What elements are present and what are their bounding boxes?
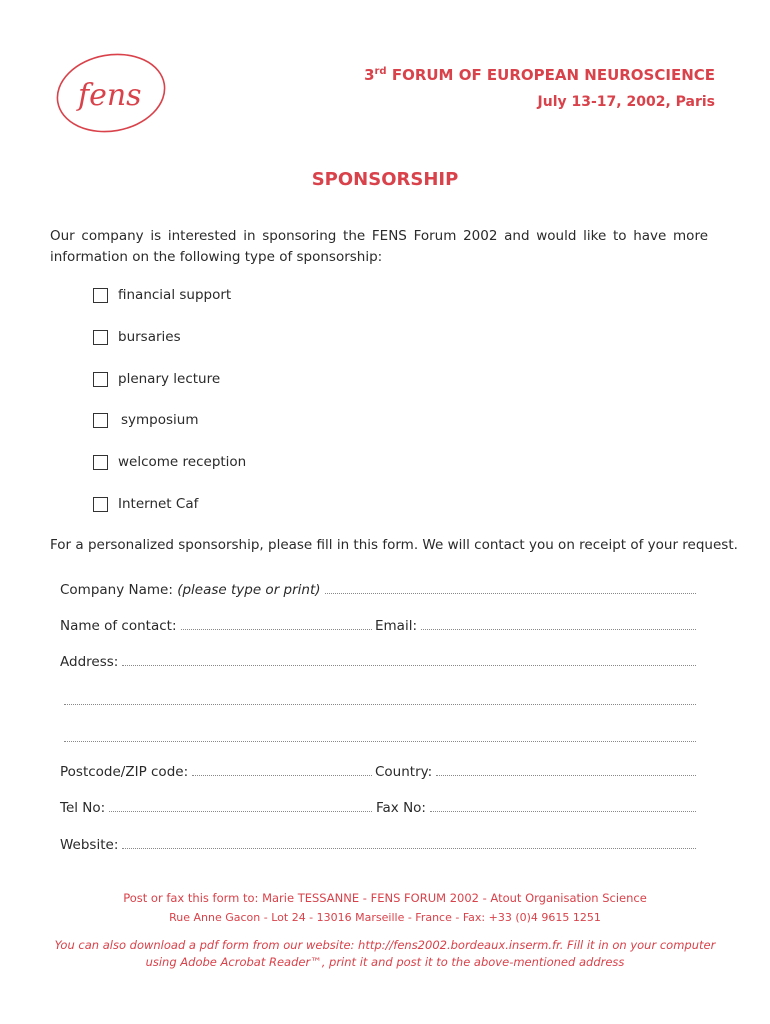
country-line[interactable] — [436, 774, 696, 776]
option-label: welcome reception — [118, 454, 247, 470]
personalized-note: For a personalized sponsorship, please fill in this form. We will contact you on receipt of your request. — [50, 537, 738, 553]
address-label: Address: — [60, 654, 119, 670]
address-line-1[interactable] — [122, 664, 696, 666]
address-line-2[interactable] — [64, 703, 696, 705]
postcode-label: Postcode/ZIP code: — [60, 764, 189, 780]
option-welcome-reception[interactable] — [93, 452, 246, 472]
logo-text: fens — [78, 78, 142, 113]
checkbox[interactable] — [93, 288, 108, 303]
address-line-3[interactable] — [64, 740, 696, 742]
forum-title: 3rd FORUM OF EUROPEAN NEUROSCIENCE — [364, 66, 715, 84]
checkbox[interactable] — [93, 330, 108, 345]
intro-paragraph: Our company is interested in sponsoring the FENS Forum 2002 and would like to have more information on the following type of sponsorship: — [50, 228, 708, 265]
website-label: Website: — [60, 837, 119, 853]
country-field[interactable] — [375, 764, 696, 780]
fax-field[interactable] — [376, 800, 696, 816]
fax-label: Fax No: — [376, 800, 426, 816]
tel-label: Tel No: — [60, 800, 106, 816]
fax-line[interactable] — [430, 810, 696, 812]
option-label: financial support — [118, 287, 232, 303]
postcode-field[interactable] — [60, 764, 372, 780]
checkbox[interactable] — [93, 413, 108, 428]
option-financial-support[interactable] — [93, 285, 231, 305]
footer-address-line: Rue Anne Gacon - Lot 24 - 13016 Marseille - France - Fax: +33 (0)4 9615 1251 — [169, 911, 601, 924]
option-label: Internet Caf — [118, 496, 199, 512]
company-name-field[interactable] — [60, 582, 696, 598]
email-label: Email: — [375, 618, 418, 634]
email-field[interactable] — [375, 618, 696, 634]
contact-name-field[interactable] — [60, 618, 372, 634]
website-line[interactable] — [122, 847, 696, 849]
option-label: plenary lecture — [118, 371, 221, 387]
option-label: bursaries — [118, 329, 181, 345]
tel-line[interactable] — [109, 810, 372, 812]
email-line[interactable] — [421, 628, 696, 630]
footer-download-note: You can also download a pdf form from our website: http://fens2002.bordeaux.inserm.fr. Fill it in on your computer — [54, 938, 716, 952]
option-bursaries[interactable] — [93, 327, 181, 347]
tel-field[interactable] — [60, 800, 372, 816]
forum-date: July 13-17, 2002, Paris — [537, 94, 715, 110]
postcode-line[interactable] — [192, 774, 372, 776]
footer-post-address: Post or fax this form to: Marie TESSANNE - FENS FORUM 2002 - Atout Organisation Science — [123, 891, 647, 905]
option-symposium[interactable] — [93, 410, 199, 430]
option-internet-cafe[interactable] — [93, 494, 198, 514]
footer-download-note-2: using Adobe Acrobat Reader™, print it and post it to the above-mentioned address — [145, 955, 625, 969]
checkbox[interactable] — [93, 497, 108, 512]
page-title: SPONSORSHIP — [311, 169, 459, 190]
checkbox[interactable] — [93, 455, 108, 470]
fens-logo — [52, 50, 170, 136]
company-name-label: Company Name: (please type or print) — [60, 582, 321, 598]
checkbox[interactable] — [93, 372, 108, 387]
contact-name-label: Name of contact: — [60, 618, 177, 634]
company-name-line[interactable] — [325, 592, 696, 594]
country-label: Country: — [375, 764, 433, 780]
address-field[interactable] — [60, 654, 696, 670]
option-label: symposium — [121, 412, 199, 428]
website-field[interactable] — [60, 837, 696, 853]
contact-name-line[interactable] — [181, 628, 373, 630]
option-plenary-lecture[interactable] — [93, 369, 220, 389]
